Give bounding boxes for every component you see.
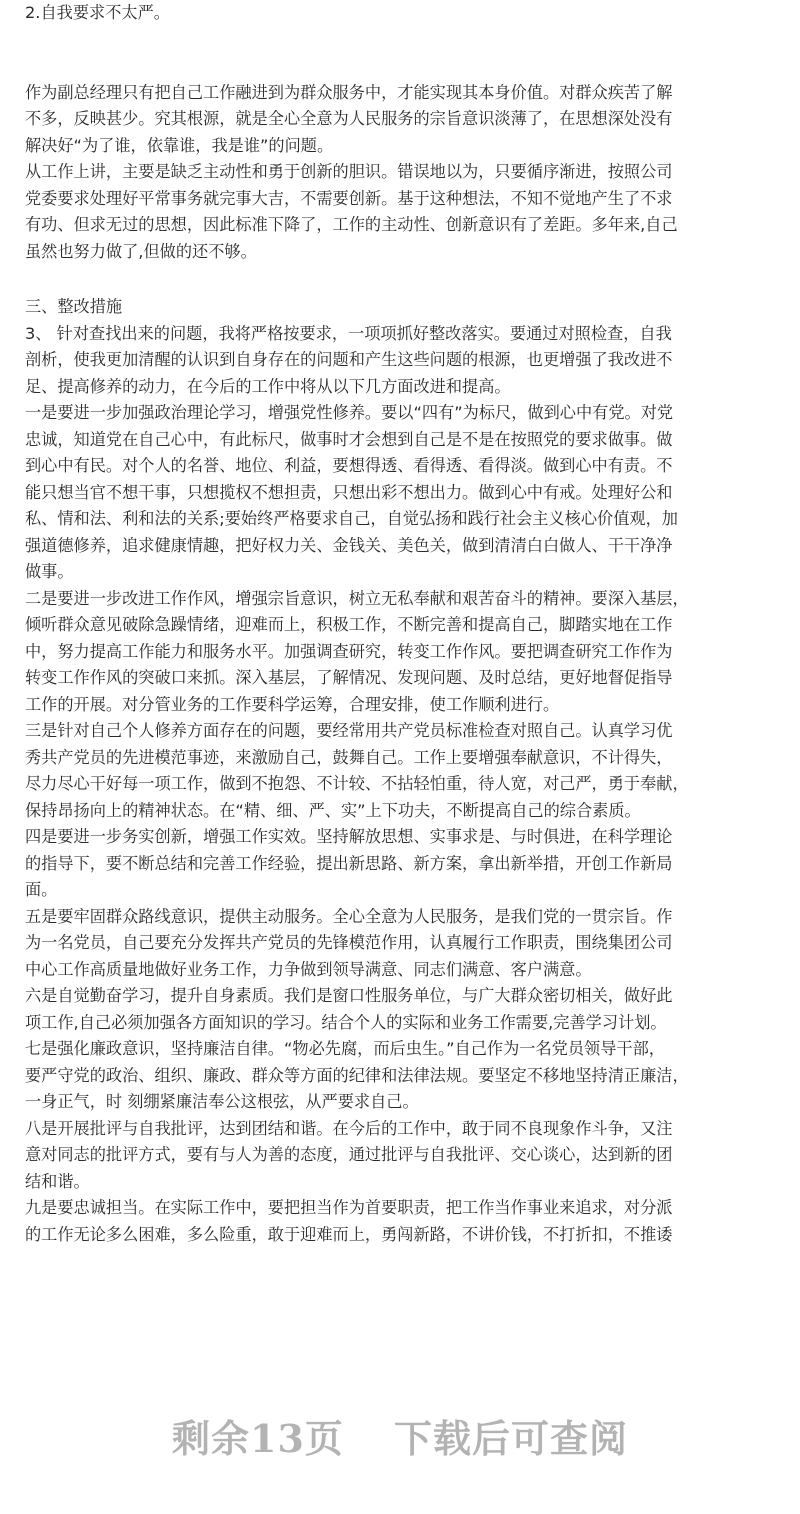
text-line: 的工作无论多么困难，多么险重，敢于迎难而上，勇闯新路，不讲价钱，不打折扣，不推诿 xyxy=(25,1224,673,1244)
text-line: 做事。 xyxy=(25,562,74,581)
text-line: 的指导下，要不断总结和完善工作经验，提出新思路、新方案，拿出新举措，开创工作新局 xyxy=(25,853,673,873)
text-line: 项工作,自己必须加强各方面知识的学习。结合个人的实际和业务工作需要,完善学习计划。 xyxy=(25,1012,667,1032)
text-line: 四是要进一步务实创新，增强工作实效。坚持解放思想、实事求是、与时俱进，在科学理论 xyxy=(25,827,673,846)
text-line: 中，努力提高工作能力和服务水平。加强调查研究，转变工作作风。要把调查研究工作作为 xyxy=(25,641,673,661)
spacer xyxy=(25,56,780,80)
text-line: 秀共产党员的先进模范事迹，来激励自己，鼓舞自己。工作上要增强奉献意识，不计得失， xyxy=(25,747,673,767)
text-line: 虽然也努力做了,但做的还不够。 xyxy=(25,241,257,261)
text-line: 足、提高修养的动力，在今后的工作中将从以下几方面改进和提高。 xyxy=(25,376,511,396)
text-line: 三是针对自己个人修养方面存在的问题，要经常用共产党员标准检查对照自己。认真学习优 xyxy=(25,721,673,740)
text-line: 六是自觉勤奋学习，提升自身素质。我们是窗口性服务单位，与广大群众密切相关，做好此 xyxy=(25,986,673,1005)
download-to-view-label: 下载后可查阅 xyxy=(393,1416,628,1461)
text-line: 工作的开展。对分管业务的工作要科学运筹，合理安排，使工作顺利进行。 xyxy=(25,694,560,714)
remaining-pages-label: 剩余13页 xyxy=(172,1416,344,1461)
text-line: 剖析，使我更加清醒的认识到自身存在的问题和产生这些问题的根源，也更增强了我改进不 xyxy=(25,350,673,369)
text-line: 七是强化廉政意识，坚持廉洁自律。“物必先腐，而后虫生。”自己作为一名党员领导干部， xyxy=(25,1039,665,1058)
paragraph-group-b xyxy=(25,321,780,1249)
text-line: 从工作上讲，主要是缺乏主动性和勇于创新的胆识。错误地以为，只要循序渐进，按照公司 xyxy=(25,162,673,181)
text-line: 要严守党的政治、组织、廉政、群众等方面的纪律和法律法规。要坚定不移地坚持清正廉洁， xyxy=(25,1065,689,1085)
text-line: 倾听群众意见破除急躁情绪，迎难而上，积极工作，不断完善和提高自己，脚踏实地在工作 xyxy=(25,615,673,634)
paragraph-group-a xyxy=(25,80,780,266)
section-title: 三、整改措施 xyxy=(25,297,123,316)
text-line: 面。 xyxy=(25,880,58,899)
text-line: 九是要忠诚担当。在实际工作中，要把担当作为首要职责，把工作当作事业来追求，对分派 xyxy=(25,1198,673,1217)
subheading: 2.自我要求不太严。 xyxy=(25,3,170,22)
text-line: 一是要进一步加强政治理论学习，增强党性修养。要以“四有”为标尺，做到心中有党。对党 xyxy=(25,403,674,422)
text-line: 解决好“为了谁，依靠谁，我是谁”的问题。 xyxy=(25,135,334,155)
text-line: 意对同志的批评方式，要有与人为善的态度，通过批评与自我批评、交心谈心，达到新的团 xyxy=(25,1145,673,1164)
spacer xyxy=(25,27,780,56)
text-line: 不多，反映甚少。究其根源，就是全心全意为人民服务的宗旨意识淡薄了，在思想深处没有 xyxy=(25,109,673,128)
text-line: 有功、但求无过的思想，因此标准下降了，工作的主动性、创新意识有了差距。多年来,自己 xyxy=(25,215,678,234)
text-line: 尽力尽心干好每一项工作，做到不抱怨、不计较、不拈轻怕重，待人宽，对己严，勇于奉献， xyxy=(25,774,689,793)
text-line: 忠诚，知道党在自己心中，有此标尺，做事时才会想到自己是不是在按照党的要求做事。做 xyxy=(25,429,673,449)
text-line: 作为副总经理只有把自己工作融进到为群众服务中，才能实现其本身价值。对群众疾苦了解 xyxy=(25,82,673,102)
document-body xyxy=(25,0,780,1248)
text-line: 一身正气，时 刻绷紧廉洁奉公这根弦，从严要求自己。 xyxy=(25,1092,419,1111)
text-line: 党委要求处理好平常事务就完事大吉，不需要创新。基于这种想法，不知不觉地产生了不求 xyxy=(25,188,673,208)
text-line: 中心工作高质量地做好业务工作，力争做到领导满意、同志们满意、客户满意。 xyxy=(25,959,592,979)
text-line: 保持昂扬向上的精神状态。在“精、细、严、实”上下功夫，不断提高自己的综合素质。 xyxy=(25,800,641,820)
text-line: 3、 针对查找出来的问题，我将严格按要求，一项项抓好整改落实。要通过对照检查，自我 xyxy=(25,323,672,343)
download-prompt[interactable] xyxy=(0,1408,800,1463)
spacer xyxy=(25,265,780,294)
text-line: 强道德修养，追求健康情趣，把好权力关、金钱关、美色关，做到清清白白做人、干干净净 xyxy=(25,535,673,555)
text-line: 五是要牢固群众路线意识，提供主动服务。全心全意为人民服务，是我们党的一贯宗旨。作 xyxy=(25,906,673,926)
text-line: 私、情和法、利和法的关系;要始终严格要求自己，自觉弘扬和践行社会主义核心价值观，加 xyxy=(25,509,678,528)
text-line: 转变工作作风的突破口来抓。深入基层，了解情况、发现问题、及时总结，更好地督促指导 xyxy=(25,668,673,687)
text-line: 到心中有民。对个人的名誉、地位、利益，要想得透、看得透、看得淡。做到心中有责。不 xyxy=(25,456,673,475)
text-line: 二是要进一步改进工作作风，增强宗旨意识，树立无私奉献和艰苦奋斗的精神。要深入基层， xyxy=(25,588,689,608)
text-line: 结和谐。 xyxy=(25,1171,90,1191)
text-line: 能只想当官不想干事，只想揽权不想担责，只想出彩不想出力。做到心中有戒。处理好公和 xyxy=(25,482,673,502)
text-line: 八是开展批评与自我批评，达到团结和谐。在今后的工作中，敢于同不良现象作斗争，又注 xyxy=(25,1118,673,1138)
text-line: 为一名党员，自己要充分发挥共产党员的先锋模范作用，认真履行工作职责，围绕集团公司 xyxy=(25,933,673,952)
